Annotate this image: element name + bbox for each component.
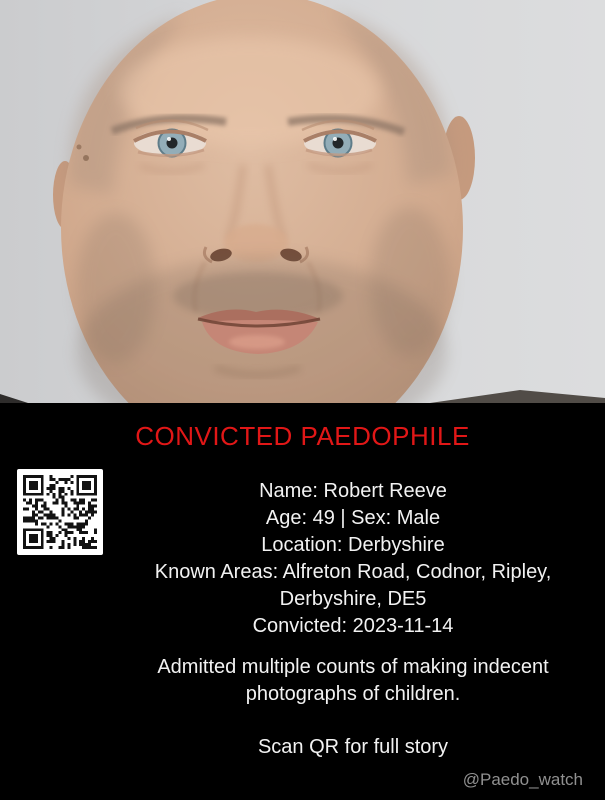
qr-code [17, 469, 103, 555]
details-column [103, 478, 603, 761]
subject-details [103, 478, 603, 640]
detail-location: Location: Derbyshire [261, 534, 445, 556]
detail-convicted-date: Convicted: 2023-11-14 [252, 615, 454, 637]
qr-code-image [23, 475, 97, 549]
info-panel [0, 403, 605, 800]
detail-age-sex: Age: 49 | Sex: Male [265, 507, 441, 529]
detail-name: Name: Robert Reeve [259, 480, 447, 502]
qr-caption: Scan QR for full story [257, 736, 449, 758]
offence-summary: Admitted multiple counts of making indecent photographs of children. [157, 656, 549, 705]
headline: CONVICTED PAEDOPHILE [135, 421, 470, 451]
watermark-handle: @Paedo_watch [462, 770, 583, 789]
detail-known-areas: Known Areas: Alfreton Road, Codnor, Ripley, Derbyshire, DE5 [154, 561, 552, 610]
